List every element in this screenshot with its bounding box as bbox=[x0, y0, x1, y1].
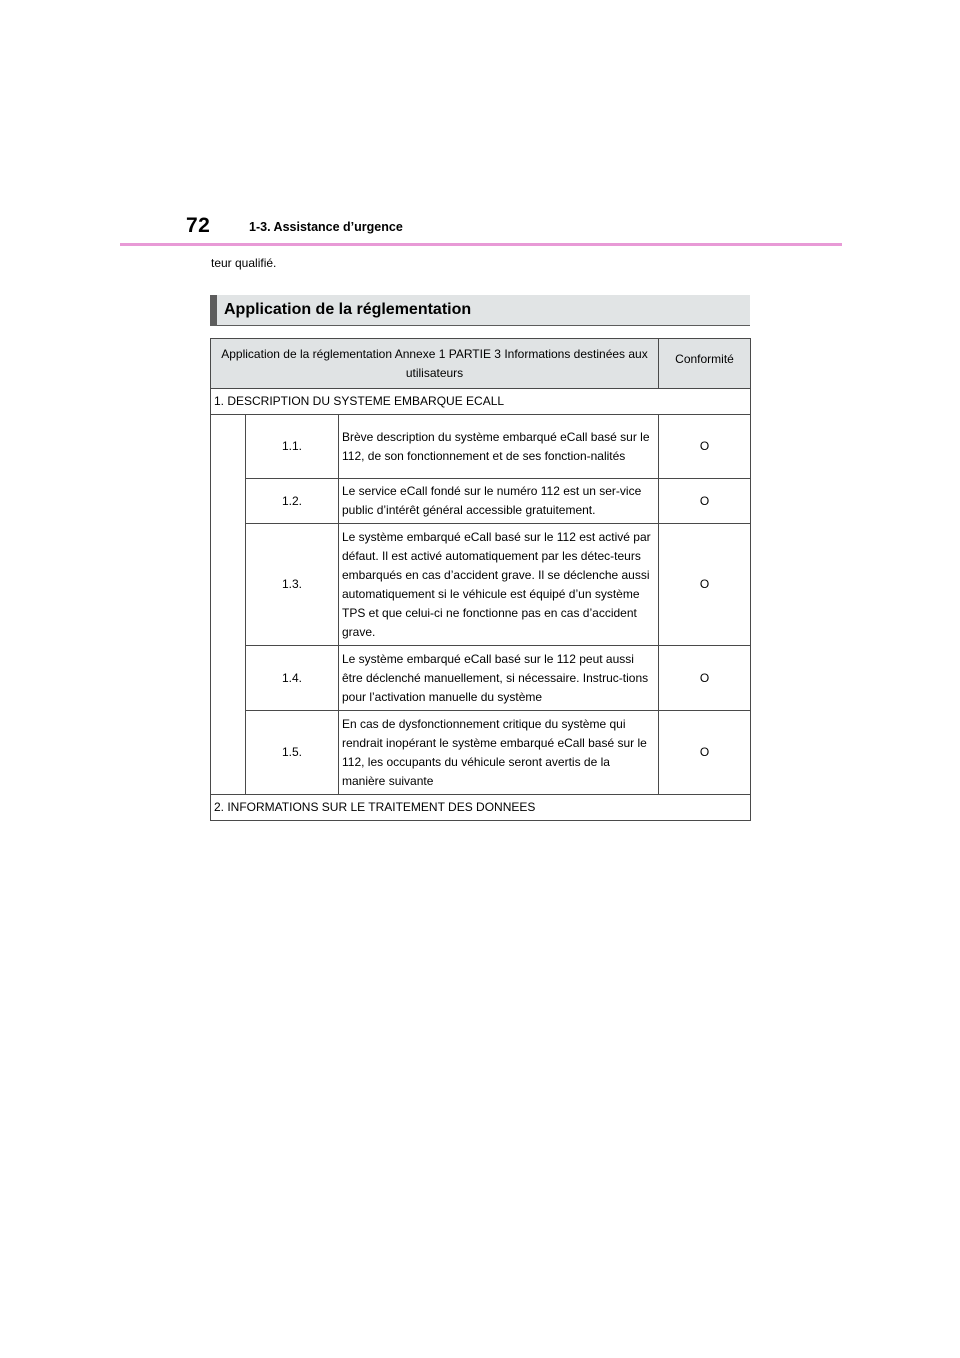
table-row bbox=[211, 646, 751, 711]
row-number: 1.5. bbox=[246, 711, 339, 795]
row-description: Le système embarqué eCall basé sur le 112 est activé par défaut. Il est activé automatiquement par les détec-teurs embarqués en cas d’accident grave. Il se déclenche aussi automatiquement si le véhicule est équipé d’un système TPS et que celui-ci ne fonctionne pas en cas d’accident grave. bbox=[339, 524, 659, 646]
table-section-row bbox=[211, 389, 751, 415]
continuation-text: teur qualifié. bbox=[211, 256, 277, 270]
row-number: 1.1. bbox=[246, 415, 339, 479]
table-row bbox=[211, 415, 751, 479]
section-title-bar bbox=[210, 295, 750, 326]
section-header: 1-3. Assistance d’urgence bbox=[249, 220, 403, 234]
table-header-row bbox=[211, 339, 751, 389]
row-description: Le système embarqué eCall basé sur le 112 peut aussi être déclenché manuellement, si nécessaire. Instruc-tions pour l’activation manuelle du système bbox=[339, 646, 659, 711]
header-divider bbox=[120, 243, 842, 246]
row-number: 1.2. bbox=[246, 479, 339, 524]
row-description: Le service eCall fondé sur le numéro 112 est un ser-vice public d’intérêt général accessible gratuitement. bbox=[339, 479, 659, 524]
table-header-conformity: Conformité bbox=[659, 339, 751, 389]
regulation-table bbox=[210, 338, 751, 821]
row-conformity: O bbox=[659, 479, 751, 524]
table-header-regulation: Application de la réglementation Annexe 1 PARTIE 3 Informations destinées aux utilisateurs bbox=[211, 339, 659, 389]
section-1-label: 1. DESCRIPTION DU SYSTEME EMBARQUE ECALL bbox=[211, 389, 751, 415]
table-row bbox=[211, 524, 751, 646]
table-section-row bbox=[211, 795, 751, 821]
section-title: Application de la réglementation bbox=[224, 301, 472, 318]
row-description: Brève description du système embarqué eCall basé sur le 112, de son fonctionnement et de ses fonction-nalités bbox=[339, 415, 659, 479]
row-number: 1.3. bbox=[246, 524, 339, 646]
table-row bbox=[211, 711, 751, 795]
row-conformity: O bbox=[659, 524, 751, 646]
indent-cell bbox=[211, 415, 246, 795]
row-number: 1.4. bbox=[246, 646, 339, 711]
row-conformity: O bbox=[659, 711, 751, 795]
section-2-label: 2. INFORMATIONS SUR LE TRAITEMENT DES DONNEES bbox=[211, 795, 751, 821]
row-conformity: O bbox=[659, 415, 751, 479]
row-conformity: O bbox=[659, 646, 751, 711]
row-description: En cas de dysfonctionnement critique du système qui rendrait inopérant le système embarqué eCall basé sur le 112, les occupants du véhicule seront avertis de la manière suivante bbox=[339, 711, 659, 795]
page-number: 72 bbox=[186, 214, 211, 237]
table-row bbox=[211, 479, 751, 524]
section-title-marker bbox=[210, 295, 217, 326]
